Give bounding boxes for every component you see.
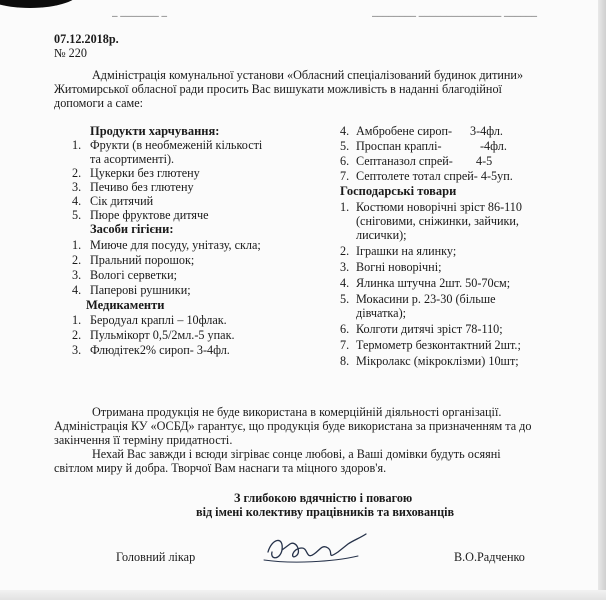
item-number: 4.: [72, 283, 82, 297]
regards-line: від імені колективу працівників та вихованців: [196, 505, 455, 519]
list-item: Костюми новорічні зріст 86-110: [356, 200, 522, 214]
document-date: 07.12.2018р.: [54, 32, 119, 46]
list-item: Цукерки без глютену: [90, 166, 200, 180]
list-item: лисички);: [356, 228, 407, 242]
item-number: 4.: [340, 124, 350, 138]
item-number: 3.: [72, 268, 82, 282]
list-item: Септаназол спрей-: [356, 154, 453, 168]
item-number: 6.: [340, 154, 350, 168]
list-item: Миюче для посуду, унітазу, скла;: [90, 238, 261, 252]
section-title-hygiene: Засоби гігієни:: [90, 222, 174, 236]
list-item: (сніговими, сніжинки, зайчики,: [356, 214, 519, 228]
item-number: 2.: [72, 328, 82, 342]
list-item: Термометр безконтактний 2шт.;: [356, 338, 521, 352]
list-item: Ялинка штучна 2шт. 50-70см;: [356, 276, 511, 290]
list-item-qty: -4фл.: [480, 139, 507, 153]
closing-line: закінчення її терміну придатності.: [54, 433, 233, 447]
list-item: Пульмікорт 0,5/2мл.-5 упак.: [90, 328, 235, 342]
list-item: Паперові рушники;: [90, 283, 191, 297]
list-item: Фрукти (в необмеженій кількості: [90, 138, 263, 152]
list-item: Пюре фруктове дитяче: [90, 208, 209, 222]
intro-line: Адміністрація комунальної установи «Обласний спеціалізований будинок дитини»: [92, 68, 524, 82]
item-number: 6.: [340, 322, 350, 336]
list-item: Септолете тотал спрей- 4-5уп.: [356, 169, 513, 183]
list-item: Амбробене сироп-: [356, 124, 453, 138]
item-number: 1.: [72, 238, 82, 252]
page-edge-right: [598, 0, 606, 600]
list-item-qty: 3-4фл.: [470, 124, 503, 138]
item-number: 2.: [72, 253, 82, 267]
intro-line: допомоги а саме:: [54, 96, 143, 110]
section-title-food: Продукти харчування:: [90, 124, 220, 138]
item-number: 8.: [340, 354, 350, 368]
list-item: Печиво без глютену: [90, 180, 194, 194]
section-title-medicine: Медикаменти: [86, 298, 165, 312]
item-number: 1.: [72, 313, 82, 327]
list-item-qty: 4-5: [476, 154, 493, 168]
item-number: 1.: [72, 138, 82, 152]
item-number: 5.: [340, 139, 350, 153]
intro-line: Житомирської обласної ради просить Вас вишукати можливість в наданні благодійної: [54, 82, 502, 96]
item-number: 3.: [340, 260, 350, 274]
item-number: 4.: [72, 194, 82, 208]
closing-line: Нехай Вас завжди і всюди зігріває сонце любові, а Ваші домівки будуть осяяні: [92, 447, 501, 461]
item-number: 5.: [72, 208, 82, 222]
list-item: та асортименті).: [90, 152, 175, 166]
item-number: 2.: [340, 244, 350, 258]
regards-line: З глибокою вдячністю і повагою: [234, 491, 413, 505]
list-item: Флюдітек2% сироп- 3-4фл.: [90, 343, 230, 357]
signature-position: Головний лікар: [116, 550, 196, 564]
item-number: 1.: [340, 200, 350, 214]
letterhead-left-cut: _ _______ _: [112, 6, 167, 18]
closing-line: Отримана продукція не буде використана в комерційній діяльності організації.: [92, 405, 502, 419]
list-item: Мікролакс (мікроклізми) 10шт;: [356, 354, 519, 368]
item-number: 4.: [340, 276, 350, 290]
list-item: Беродуал краплі – 10флак.: [90, 313, 227, 327]
item-number: 7.: [340, 338, 350, 352]
list-item: Проспан краплі-: [356, 139, 442, 153]
section-title-household: Господарські товари: [340, 184, 457, 198]
page-edge-bottom: [0, 590, 606, 600]
list-item: Мокасини р. 23-30 (більше: [356, 292, 496, 306]
item-number: 3.: [72, 343, 82, 357]
item-number: 3.: [72, 180, 82, 194]
list-item: Вогні новорічні;: [356, 260, 442, 274]
list-item: Сік дитячий: [90, 194, 154, 208]
handwritten-signature: [262, 530, 372, 566]
list-item: Пральний порошок;: [90, 253, 195, 267]
scan-shadow: [0, 0, 80, 8]
document-number: № 220: [54, 46, 87, 60]
closing-line: світлом миру й добра. Творчої Вам наснаги та міцного здоров'я.: [54, 461, 387, 475]
item-number: 7.: [340, 169, 350, 183]
item-number: 2.: [72, 166, 82, 180]
list-item: Іграшки на ялинку;: [356, 244, 457, 258]
item-number: 5.: [340, 292, 350, 306]
letterhead-right-cut: ________ _______________ ______: [372, 6, 537, 18]
list-item: Вологі серветки;: [90, 268, 177, 282]
closing-line: Адміністрація КУ «ОСБД» гарантує, що продукція буде використана за призначенням та до: [54, 419, 532, 433]
signature-name: В.О.Радченко: [454, 550, 525, 564]
list-item: дівчатка);: [356, 306, 407, 320]
list-item: Колготи дитячі зріст 78-110;: [356, 322, 503, 336]
